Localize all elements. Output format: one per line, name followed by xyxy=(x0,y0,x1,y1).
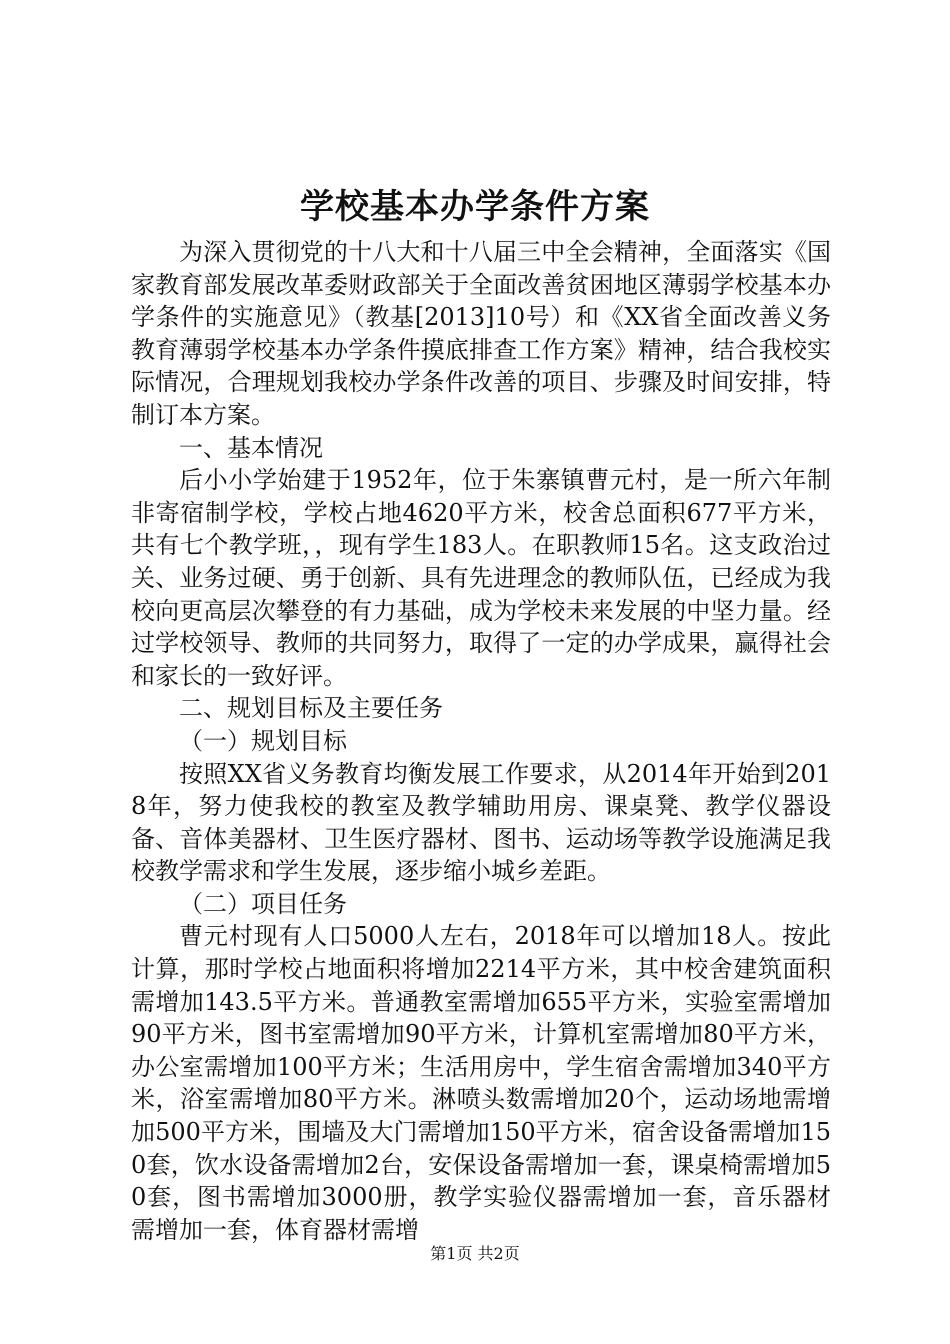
basic-info-paragraph: 后小小学始建于1952年，位于朱寨镇曹元村，是一所六年制非寄宿制学校，学校占地4620平方米，校舍总面积677平方米，共有七个教学班，，现有学生183人。在职教师15名。这支政治过关、业务过硬、勇于创新、具有先进理念的教师队伍，已经成为我校向更高层次攀登的有力基础，成为学校未来发展的中坚力量。经过学校领导、教师的共同努力，取得了一定的办学成果，赢得社会和家长的一致好评。 xyxy=(131,466,831,690)
subsection-heading-goals: （一）规划目标 xyxy=(179,726,347,755)
intro-paragraph: 为深入贯彻党的十八大和十八届三中全会精神，全面落实《国家教育部发展改革委财政部关于全面改善贫困地区薄弱学校基本办学条件的实施意见》（教基[2013]10号）和《XX省全面改善义务教育薄弱学校基本办学条件摸底排查工作方案》精神，结合我校实际情况，合理规划我校办学条件改善的项目、步骤及时间安排，特制订本方案。 xyxy=(131,238,831,429)
subsection-heading-tasks: （二）项目任务 xyxy=(179,889,347,918)
goals-paragraph: 按照XX省义务教育均衡发展工作要求，从2014年开始到2018年，努力使我校的教室及教学辅助用房、课桌凳、教学仪器设备、音体美器材、卫生医疗器材、图书、运动场等教学设施满足我校教学需求和学生发展，逐步缩小城乡差距。 xyxy=(131,759,831,886)
page-footer: 第1页 共2页 xyxy=(430,1244,520,1263)
section-heading-goals-tasks: 二、规划目标及主要任务 xyxy=(179,694,443,723)
document-title: 学校基本办学条件方案 xyxy=(300,187,650,227)
section-heading-basic-info: 一、基本情况 xyxy=(179,433,323,462)
tasks-paragraph: 曹元村现有人口5000人左右，2018年可以增加18人。按此计算，那时学校占地面积将增加2214平方米，其中校舍建筑面积需增加143.5平方米。普通教室需增加655平方米，实验室需增加90平方米，图书室需增加90平方米，计算机室需增加80平方米，办公室需增加100平方米；生活用房中，学生宿舍需增加340平方米，浴室需增加80平方米。淋喷头数需增加20个，运动场地需增加500平方米，围墙及大门需增加150平方米，宿舍设备需增加150套，饮水设备需增加2台，安保设备需增加一套，课桌椅需增加50套，图书需增加3000册，教学实验仪器需增加一套，音乐器材需增加一套，体育器材需增 xyxy=(131,922,831,1244)
document-body xyxy=(131,236,831,1246)
